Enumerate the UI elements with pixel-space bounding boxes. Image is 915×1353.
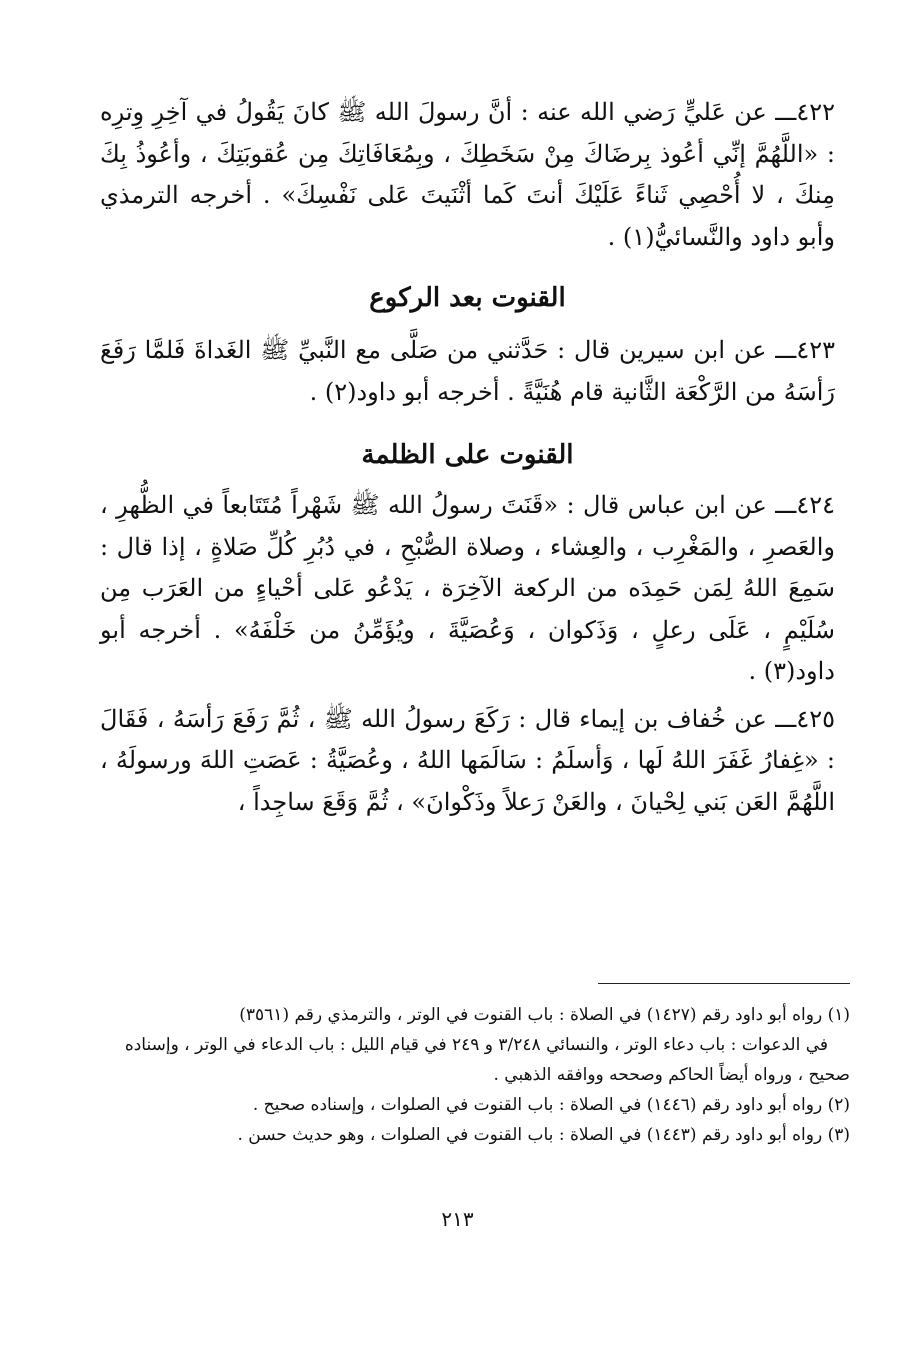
footnote-1-line1: (١) رواه أبو داود رقم (١٤٢٧) في الصلاة : باب القنوت في الوتر ، والترمذي رقم (٣٥٦١) [239, 1005, 850, 1025]
page-body [100, 92, 835, 823]
hadith-425: ٤٢٥ـــ عن خُفاف بن إيماء قال : رَكَعَ رسولُ الله ﷺ ، ثُمَّ رَفَعَ رَأسَهُ ، فَقَالَ : «غِفارُ غَفَرَ اللهُ لَها ، وَأسلَمُ : سَالَمَها اللهُ ، وعُصَيَّةُ : عَصَتِ اللهَ ورسولَهُ ، اللَّهُمَّ العَن بَني لِحْيانَ ، والعَنْ رَعلاً وذَكْوانَ» ، ثُمَّ وَقَعَ ساجِداً ، [100, 704, 835, 816]
hadith-424: ٤٢٤ـــ عن ابن عباس قال : «قَنَتَ رسولُ الله ﷺ شَهْراً مُتَتَابعاً في الظُّهرِ ، والعَصرِ ، والمَغْرِب ، والعِشاء ، وصلاة الصُّبْحِ ، في دُبُرِ كُلِّ صَلاةٍ ، إذا قال : سَمِعَ اللهُ لِمَن حَمِدَه من الركعة الآخِرَة ، يَدْعُو عَلى أحْياءٍ من العَرَب مِن سُلَيْمٍ ، عَلَى رعلٍ ، وَذَكوان ، وَعُصَيَّةَ ، ويُؤَمِّنُ من خَلْفَهُ» . أخرجه أبو داود(٣) . [100, 491, 835, 685]
section-heading-qunut-against-oppressors: القنوت على الظلمة [361, 440, 574, 470]
footnote-3-line1: (٣) رواه أبو داود رقم (١٤٤٣) في الصلاة : باب القنوت في الصلوات ، وهو حديث حسن . [237, 1125, 850, 1145]
section-heading-qunut-after-ruku: القنوت بعد الركوع [369, 283, 566, 313]
hadith-423: ٤٢٣ـــ عن ابن سيرين قال : حَدَّثني من صَلَّى مع النَّبيِّ ﷺ الغَداةَ فَلمَّا رَفَعَ رَأسَهُ من الرَّكْعَة الثَّانية قام هُنَيَّةً . أخرجه أبو داود(٢) . [100, 336, 835, 406]
footnote-1-line2: في الدعوات : باب دعاء الوتر ، والنسائي ٣/٢٤٨ و ٢٤٩ في قيام الليل : باب الدعاء في الوتر ، وإسناده صحيح ، ورواه أيضاً الحاكم وصححه ووافقه الذهبي . [124, 1035, 850, 1085]
footnote-divider [598, 983, 850, 984]
footnotes [100, 1000, 850, 1150]
footnote-2-line1: (٢) رواه أبو داود رقم (١٤٤٦) في الصلاة : باب القنوت في الصلوات ، وإسناده صحيح . [252, 1095, 850, 1115]
footnote-2 [100, 1090, 850, 1120]
footnote-3 [100, 1120, 850, 1150]
page-number: ٢١٣ [441, 1207, 474, 1231]
hadith-422: ٤٢٢ـــ عن عَليٍّ رَضي الله عنه : أنَّ رسولَ الله ﷺ كانَ يَقُولُ في آخِرِ وِترِه : «اللَّهُمَّ إنِّي أعُوذ بِرضَاكَ مِنْ سَخَطِكَ ، وبِمُعَافَاتِكَ مِن عُقوبَتِكَ ، وأعُوذُ بِكَ مِنكَ ، لا أُحْصِي ثَناءً عَلَيْكَ أنتَ كَما أثْنَيتَ عَلى نَفْسِكَ» . أخرجه الترمذي وأبو داود والنَّسائيُّ(١) . [100, 98, 836, 251]
footnote-1 [100, 1000, 850, 1090]
